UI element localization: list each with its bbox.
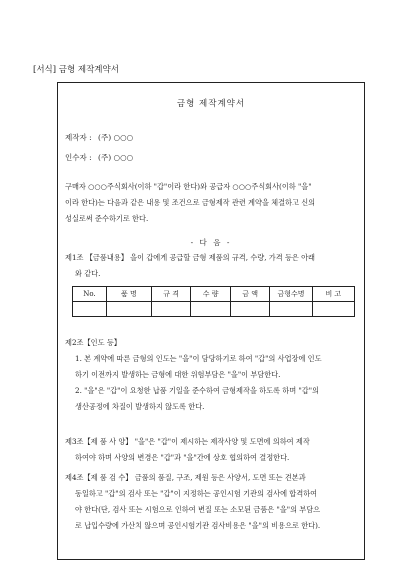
party-maker [65,132,133,143]
article-line: 하여야 하며 사양의 변경은 "갑"과 "을"간에 상호 협의하여 결정한다. [75,453,290,462]
party-label: 인수자 : [65,153,92,162]
article-line: 제1조 【금품내용】 을이 갑에게 공급할 금형 제품의 규격, 수량, 가격 등은 아래 [65,253,316,262]
table-cell [73,302,107,317]
article-2 [65,335,358,415]
party-receiver [65,152,133,163]
col-header: 규 격 [151,287,190,302]
table-cell [230,302,269,317]
article-line: 제4조【제 품 검 수】 금품의 품질, 구조, 제원 등은 사양서, 도면 또는 견본과 [65,473,306,482]
section-heading: - 다 음 - [190,238,232,247]
article-item-line: 1. 본 계약에 따른 금형의 인도는 "을"이 담당하기로 하여 "갑"의 사업장에 인도 [75,354,322,363]
article-item-line: 생산공정에 차질이 발생하지 않도록 한다. [75,402,205,411]
table-cell [270,302,312,317]
article-line: 야 한다(단, 검사 또는 시험으로 인하여 변질 또는 소모된 금품은 "을"의 부담으 [75,505,321,514]
table-header-row [73,287,355,302]
article-3 [65,434,358,466]
intro-line: 성실로써 준수하기로 한다. [65,214,149,223]
table-cell [151,302,190,317]
table-cell [191,302,230,317]
article-line: 동일하고 "갑"의 검사 또는 "갑"이 지정하는 공인시험 기관의 검사에 합격하여 [75,489,318,498]
party-value: (주) ○○○ [98,133,134,142]
contract-title: 금형 제작계약서 [176,99,246,109]
form-label: [서식] 금형 제작계약서 [33,65,119,75]
table-cell [312,302,354,317]
table-row [73,302,355,317]
col-header: 품 명 [106,287,151,302]
col-header: 금형수명 [270,287,312,302]
contract-frame [57,82,365,560]
intro-line: 이라 한다)는 다음과 같은 내용 및 조건으로 금형제작 관련 계약을 체결하고 신의 [65,198,316,207]
article-line: 제3조【제 품 사 양】 "을"은 "갑"이 제시하는 제작사양 및 도면에 의하여 제작 [65,437,310,446]
intro-line: 구매자 ○○○주식회사(이하 "갑"이라 한다)와 공급자 ○○○주식회사(이하 "을" [65,182,312,191]
col-header: 금 액 [230,287,269,302]
party-value: (주) ○○○ [98,153,134,162]
col-header: No. [73,287,107,302]
article-item-line: 하기 이전까지 발생하는 금형에 대한 위험부담은 "을"이 부담한다. [75,370,281,379]
article-4 [65,470,358,534]
article-line: 와 같다. [75,269,101,278]
article-title: 제2조【인도 등】 [65,338,121,347]
intro-paragraph [65,179,358,227]
article-item-line: 2. "을"은 "갑"이 요청한 납품 기일을 준수하여 금형제작을 하도록 하며 "갑"의 [75,386,319,395]
spec-table [72,286,355,317]
col-header: 비 고 [312,287,354,302]
table-cell [106,302,151,317]
article-1 [65,250,358,282]
col-header: 수 량 [191,287,230,302]
article-line: 로 납입수량에 가산치 않으며 공인시험기관 검사비용은 "을"의 비용으로 한다). [75,521,321,530]
party-label: 제작자 : [65,133,92,142]
